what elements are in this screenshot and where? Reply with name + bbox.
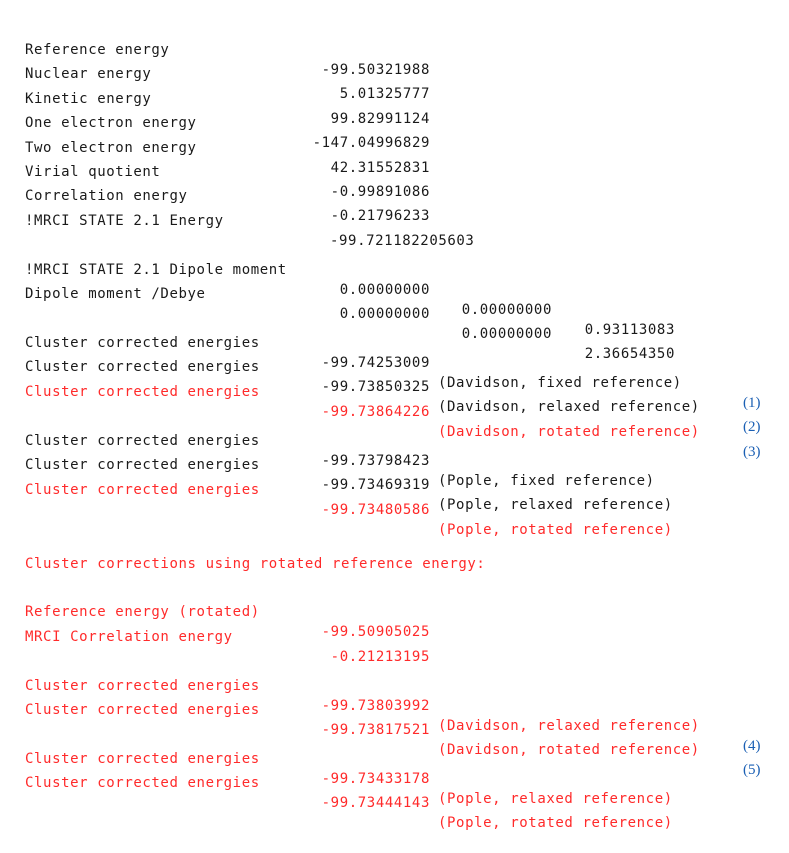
cluster-value: -99.73469319 — [321, 477, 430, 493]
summary-value: -99.721182205603 — [330, 233, 475, 249]
cluster-label: Cluster corrected energies — [25, 678, 260, 694]
cluster-value: -99.73817521 — [321, 722, 430, 738]
summary-value: -0.99891086 — [330, 184, 430, 200]
summary-label: !MRCI STATE 2.1 Energy — [25, 213, 224, 229]
cluster-note: (Pople, rotated reference) — [438, 815, 673, 831]
cluster-note: (Pople, relaxed reference) — [438, 497, 673, 513]
cluster-value: -99.73798423 — [321, 453, 430, 469]
dipole-y: 0.00000000 — [461, 302, 552, 318]
cluster-note: (Davidson, rotated reference) — [438, 742, 700, 758]
dipole-x: 0.00000000 — [339, 282, 430, 298]
cluster-value: -99.73480586 — [321, 502, 430, 518]
reference-marker: (3) — [743, 444, 761, 460]
summary-value: -0.21796233 — [330, 208, 430, 224]
cluster-note: (Davidson, relaxed reference) — [438, 718, 700, 734]
cluster-note: (Davidson, fixed reference) — [438, 375, 682, 391]
cluster-label: Cluster corrected energies — [25, 775, 260, 791]
cluster-label: Cluster corrected energies — [25, 457, 260, 473]
cluster-note: (Pople, rotated reference) — [438, 522, 673, 538]
cluster-value: -99.74253009 — [321, 355, 430, 371]
rotated-section-heading — [0, 534, 789, 572]
reference-marker: (1) — [743, 395, 761, 411]
summary-value: 42.31552831 — [330, 160, 430, 176]
rotated-heading-text: Cluster corrections using rotated reference energy: — [25, 556, 486, 572]
dipole-z: 0.93113083 — [584, 322, 675, 338]
cluster-label: Cluster corrected energies — [25, 482, 260, 498]
reference-marker: (5) — [743, 762, 761, 778]
cluster-value: -99.73444143 — [321, 795, 430, 811]
summary-label: Nuclear energy — [25, 66, 152, 82]
dipole-y: 0.00000000 — [461, 326, 552, 342]
reference-marker: (2) — [743, 419, 761, 435]
cluster-label: Cluster corrected energies — [25, 384, 260, 400]
cluster-label: Cluster corrected energies — [25, 433, 260, 449]
cluster-value: -99.73433178 — [321, 771, 430, 787]
reference-marker: (4) — [743, 738, 761, 754]
cluster-note: (Davidson, relaxed reference) — [438, 399, 700, 415]
summary-value: -147.04996829 — [312, 135, 430, 151]
summary-label: Correlation energy — [25, 188, 188, 204]
summary-value: 99.82991124 — [330, 111, 430, 127]
dipole-label: !MRCI STATE 2.1 Dipole moment — [25, 262, 287, 278]
rotated-summary-label: Reference energy (rotated) — [25, 604, 260, 620]
cluster-note: (Davidson, rotated reference) — [438, 424, 700, 440]
summary-label: Kinetic energy — [25, 91, 152, 107]
cluster-note: (Pople, relaxed reference) — [438, 791, 673, 807]
cluster-note: (Pople, fixed reference) — [438, 473, 655, 489]
dipole-z: 2.36654350 — [584, 346, 675, 362]
cluster-value: -99.73864226 — [321, 404, 430, 420]
dipole-label: Dipole moment /Debye — [25, 286, 206, 302]
cluster-value: -99.73803992 — [321, 698, 430, 714]
rotated-summary-value: -99.50905025 — [321, 624, 430, 640]
summary-label: Virial quotient — [25, 164, 161, 180]
summary-label: Reference energy — [25, 42, 170, 58]
cluster-value: -99.73850325 — [321, 379, 430, 395]
summary-value: -99.50321988 — [321, 62, 430, 78]
cluster-label: Cluster corrected energies — [25, 335, 260, 351]
rotated-summary-label: MRCI Correlation energy — [25, 629, 233, 645]
summary-label: Two electron energy — [25, 140, 197, 156]
summary-value: 5.01325777 — [339, 86, 430, 102]
cluster-label: Cluster corrected energies — [25, 702, 260, 718]
summary-label: One electron energy — [25, 115, 197, 131]
rotated-summary-value: -0.21213195 — [330, 649, 430, 665]
cluster-label: Cluster corrected energies — [25, 751, 260, 767]
dipole-x: 0.00000000 — [339, 306, 430, 322]
cluster-label: Cluster corrected energies — [25, 359, 260, 375]
